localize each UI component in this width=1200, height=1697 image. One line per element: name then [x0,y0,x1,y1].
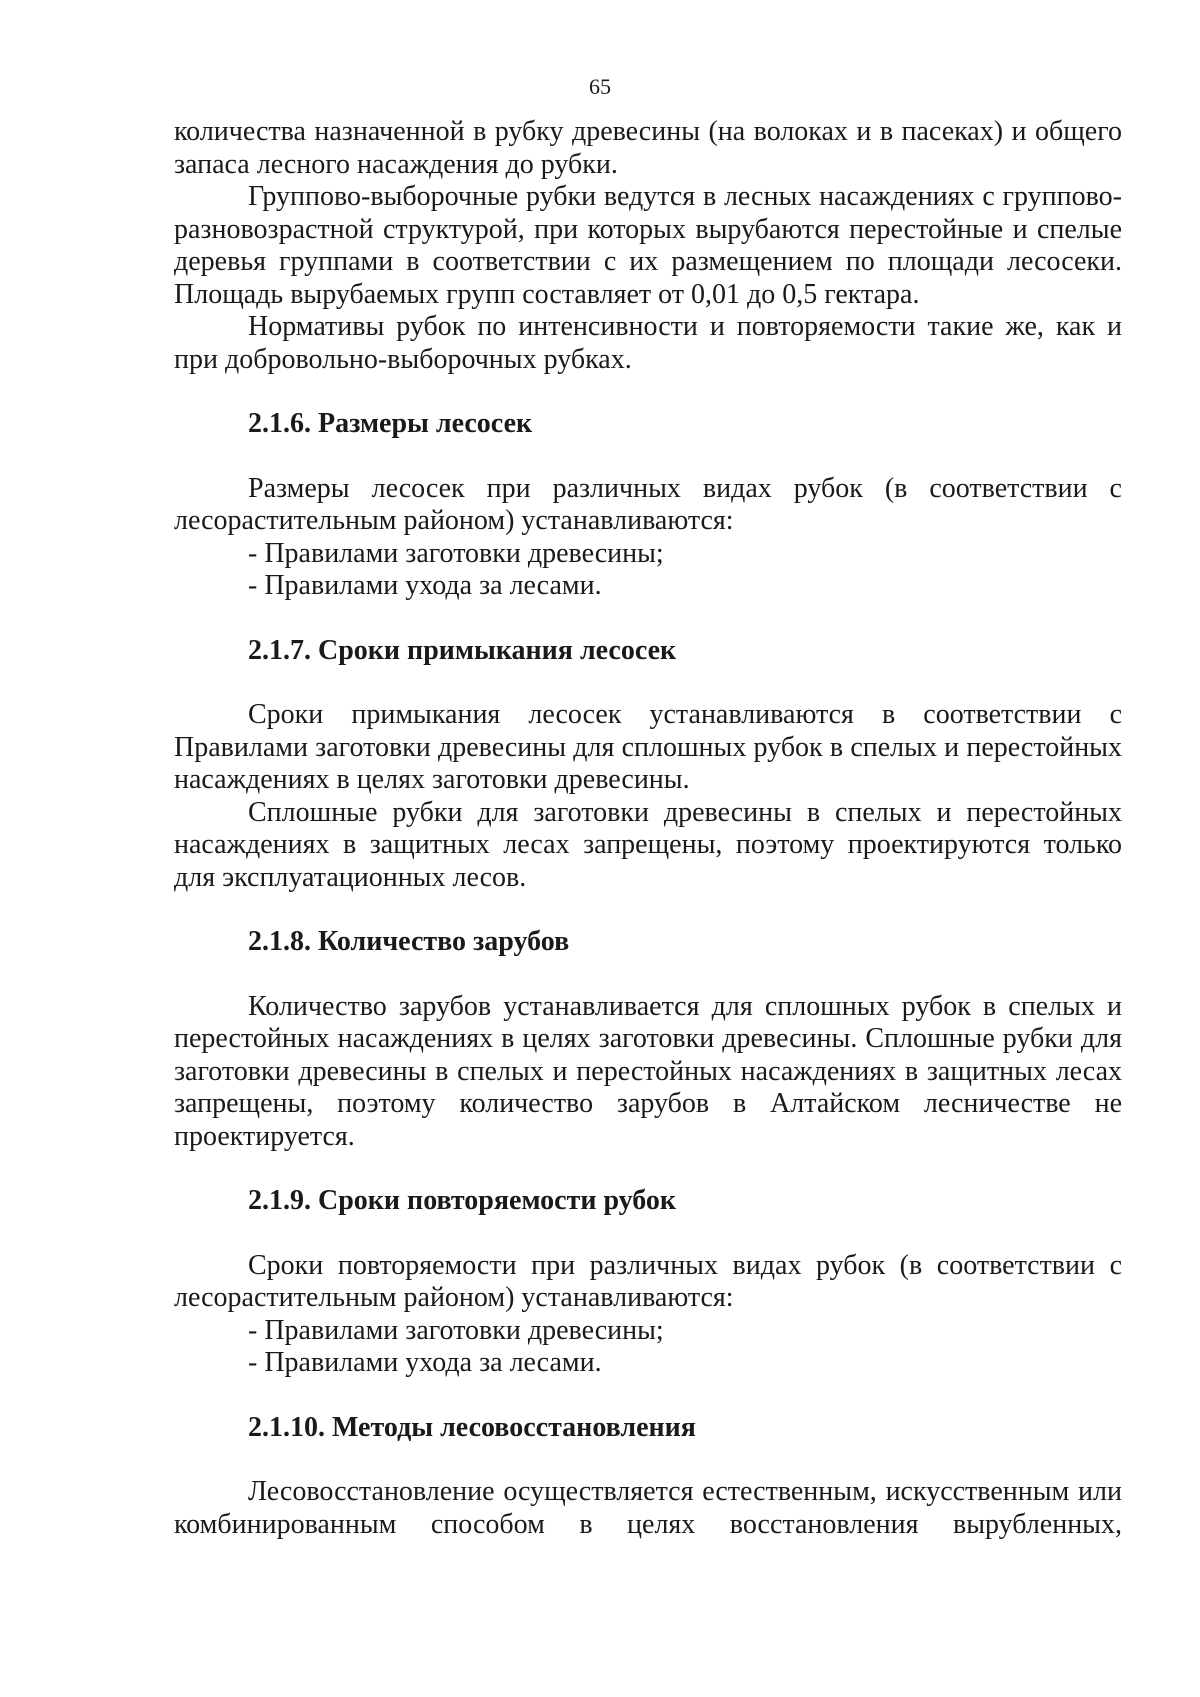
paragraph-continuation: количества назначенной в рубку древесины (на волоках и в пасеках) и общего запаса лесного насаждения до рубки. [174,116,1122,180]
list-item-forest-care-rules: - Правилами ухода за лесами. [248,570,602,601]
section-heading-2-1-9: 2.1.9. Сроки повторяемости рубок [248,1185,677,1216]
paragraph-reforestation-methods: Лесовосстановление осуществляется естественным, искусственным или комбинированным способом в целях восстановления вырубленных, [174,1476,1122,1540]
paragraph-repeat-periods: Сроки повторяемости при различных видах рубок (в соответствии с лесорастительным районом) устанавливаются: [174,1249,1122,1313]
paragraph-cutting-area-sizes: Размеры лесосек при различных видах рубок (в соответствии с лесорастительным районом) устанавливаются: [174,472,1122,536]
list-item-logging-rules: - Правилами заготовки древесины; [248,537,664,569]
section-heading-2-1-8: 2.1.8. Количество зарубов [248,926,570,957]
section-heading-2-1-7: 2.1.7. Сроки примыкания лесосек [248,634,677,666]
paragraph-group-selective-cuttings: Группово-выборочные рубки ведутся в лесных насаждениях с группово-разновозрастной структурой, при которых вырубаются перестойные и спелые деревья группами в соответствии с их размещением по площади лесосеки. Площадь вырубаемых групп составляет от 0,01 до 0,5 гектара. [174,181,1122,310]
section-heading-2-1-10: 2.1.10. Методы лесовосстановления [248,1411,696,1443]
list-item-forest-care-rules-2: - Правилами ухода за лесами. [248,1347,602,1378]
page-number: 65 [589,74,611,99]
paragraph-clear-cuttings-prohibited: Сплошные рубки для заготовки древесины в спелых и перестойных насаждениях в защитных лесах запрещены, поэтому проектируются только для эксплуатационных лесов. [174,796,1122,893]
section-heading-2-1-6: 2.1.6. Размеры лесосек [248,408,533,439]
document-body [174,116,1122,1541]
paragraph-adjacency-periods: Сроки примыкания лесосек устанавливаются в соответствии с Правилами заготовки древесины для сплошных рубок в спелых и перестойных насаждениях в целях заготовки древесины. [174,699,1122,795]
paragraph-number-of-cuts: Количество зарубов устанавливается для сплошных рубок в спелых и перестойных насаждениях в целях заготовки древесины. Сплошные рубки для заготовки древесины в спелых и перестойных насаждениях в защитных лесах запрещены, поэтому количество зарубов в Алтайском лесничестве не проектируется. [174,990,1122,1152]
list-item-logging-rules-2: - Правилами заготовки древесины; [248,1314,664,1346]
paragraph-cutting-norms: Нормативы рубок по интенсивности и повторяемости такие же, как и при добровольно-выборочных рубках. [174,311,1122,375]
